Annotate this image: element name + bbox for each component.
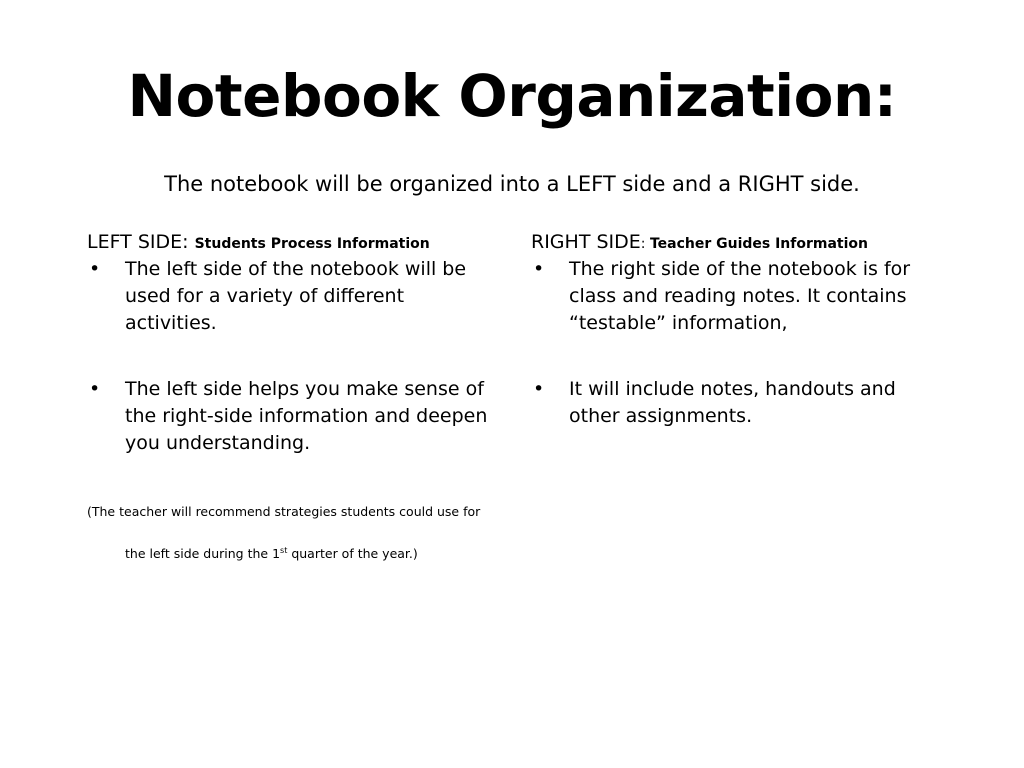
bullet-icon: • bbox=[89, 378, 101, 400]
bullet-text: The right side of the notebook is for class and reading notes. It contains “testable” information, bbox=[569, 258, 911, 334]
left-side-bullet-list bbox=[87, 256, 497, 457]
ordinal-suffix: st bbox=[280, 545, 288, 555]
left-side-column bbox=[87, 228, 497, 575]
teacher-note-line-2-end: quarter of the year.) bbox=[287, 546, 418, 561]
left-side-heading bbox=[87, 228, 497, 256]
right-side-heading-subtitle: Teacher Guides Information bbox=[649, 236, 868, 252]
teacher-note-line-2-start: the left side during the 1 bbox=[125, 546, 281, 561]
right-side-heading bbox=[531, 228, 941, 256]
list-item bbox=[87, 256, 497, 337]
bullet-icon: • bbox=[89, 258, 101, 280]
slide-title: Notebook Organization: bbox=[127, 62, 897, 130]
left-side-heading-label: LEFT SIDE: bbox=[87, 231, 195, 253]
bullet-text: It will include notes, handouts and other assignments. bbox=[569, 378, 896, 427]
left-side-heading-subtitle: Students Process Information bbox=[194, 236, 430, 252]
teacher-note-line-2 bbox=[87, 533, 418, 575]
teacher-note bbox=[87, 491, 487, 575]
bullet-text: The left side helps you make sense of the right-side information and deepen you understanding. bbox=[125, 378, 488, 454]
right-side-column bbox=[531, 228, 941, 430]
list-item bbox=[531, 256, 941, 337]
list-item bbox=[87, 376, 497, 457]
bullet-icon: • bbox=[533, 258, 545, 280]
bullet-text: The left side of the notebook will be used for a variety of different activities. bbox=[125, 258, 467, 334]
right-side-heading-label: RIGHT SIDE bbox=[531, 231, 641, 253]
slide-subtitle: The notebook will be organized into a LEFT side and a RIGHT side. bbox=[164, 172, 860, 196]
teacher-note-line-1: (The teacher will recommend strategies students could use for bbox=[87, 504, 481, 519]
right-side-bullet-list bbox=[531, 256, 941, 430]
right-side-heading-colon: : bbox=[640, 236, 650, 252]
bullet-icon: • bbox=[533, 378, 545, 400]
list-item bbox=[531, 376, 941, 430]
